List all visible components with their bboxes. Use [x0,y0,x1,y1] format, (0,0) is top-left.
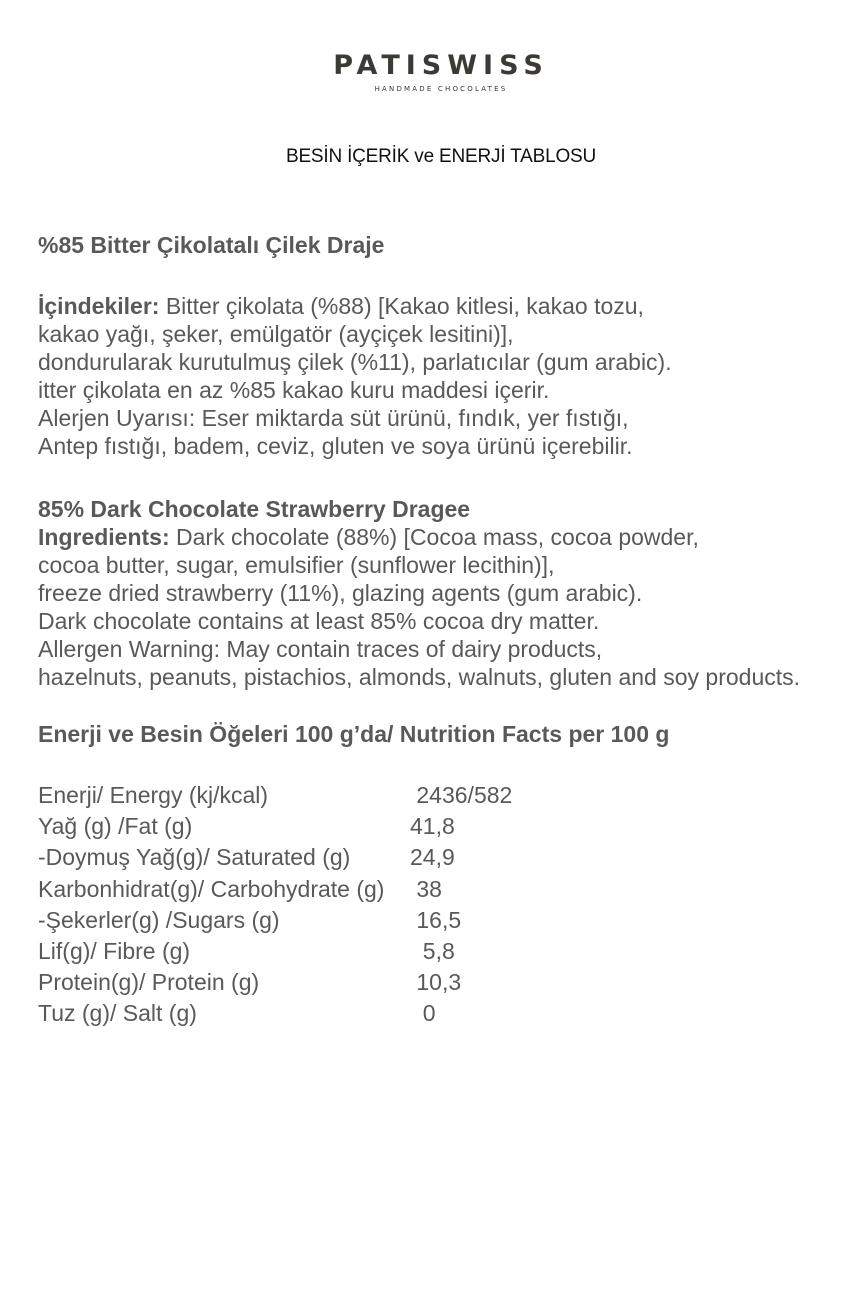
nutrition-row-energy [38,780,638,811]
allergen-line: Alerjen Uyarısı: Eser miktarda süt ürünü, fındık, yer fıstığı, [38,405,629,431]
ingredients-line: Dark chocolate contains at least 85% cocoa dry matter. [38,608,600,634]
nutrition-value: 41,8 [410,813,455,840]
nutrition-value: 38 [410,875,442,902]
ingredients-line: dondurularak kurutulmuş çilek (%11), parlatıcılar (gum arabic). [38,349,672,375]
ingredients-english [38,495,800,691]
nutrition-value: 24,9 [410,844,455,871]
nutrition-label: -Şekerler(g) /Sugars (g) [38,906,280,933]
nutrition-row-carbohydrate [38,874,638,905]
ingredients-line: cocoa butter, sugar, emulsifier (sunflower lecithin)], [38,552,555,578]
nutrition-value: 10,3 [410,969,462,996]
nutrition-value: 5,8 [410,937,455,964]
nutrition-row-fibre [38,936,638,967]
nutrition-label: Lif(g)/ Fibre (g) [38,937,191,964]
page-title: BESİN İÇERİK ve ENERJİ TABLOSU [285,146,597,167]
nutrition-label: Yağ (g) /Fat (g) [38,813,193,840]
nutrition-label: Enerji/ Energy (kj/kcal) [38,782,269,808]
product-title-turkish: %85 Bitter Çikolatalı Çilek Draje [38,232,385,258]
ingredients-label: Ingredients: [38,524,170,550]
nutrition-row-saturated [38,842,638,873]
ingredients-turkish [38,292,672,460]
ingredients-label: İçindekiler: [38,293,160,319]
ingredients-line: freeze dried strawberry (11%), glazing agents (gum arabic). [38,580,643,606]
ingredients-line: Ingredients: Dark chocolate (88%) [Cocoa mass, cocoa powder, [38,524,699,550]
product-title-english: 85% Dark Chocolate Strawberry Dragee [38,496,471,522]
nutrition-label: Protein(g)/ Protein (g) [38,969,260,996]
nutrition-label: Tuz (g)/ Salt (g) [38,1000,197,1027]
nutrition-row-salt [38,998,638,1029]
nutrition-label: Karbonhidrat(g)/ Carbohydrate (g) [38,875,385,902]
nutrition-heading: Enerji ve Besin Öğeleri 100 g’da/ Nutrition Facts per 100 g [38,721,670,747]
brand-name: PATISWISS [333,50,549,81]
nutrition-value: 16,5 [410,906,462,933]
nutrition-value: 2436/582 [410,782,513,808]
brand-tagline: HANDMADE CHOCOLATES [374,85,508,93]
nutrition-table [38,780,638,1030]
ingredients-line: itter çikolata en az %85 kakao kuru maddesi içerir. [38,377,550,403]
nutrition-row-fat [38,811,638,842]
brand-logo [0,50,866,93]
allergen-line: Antep fıstığı, badem, ceviz, gluten ve soya ürünü içerebilir. [38,433,633,459]
nutrition-row-sugars [38,905,638,936]
nutrition-label: -Doymuş Yağ(g)/ Saturated (g) [38,844,351,871]
allergen-line: hazelnuts, peanuts, pistachios, almonds, walnuts, gluten and soy products. [38,664,801,690]
ingredients-line: kakao yağı, şeker, emülgatör (ayçiçek lesitini)], [38,321,514,347]
allergen-line: Allergen Warning: May contain traces of dairy products, [38,636,603,662]
nutrition-value: 0 [410,1000,436,1027]
ingredients-line: İçindekiler: Bitter çikolata (%88) [Kakao kitlesi, kakao tozu, [38,293,644,319]
nutrition-row-protein [38,967,638,998]
